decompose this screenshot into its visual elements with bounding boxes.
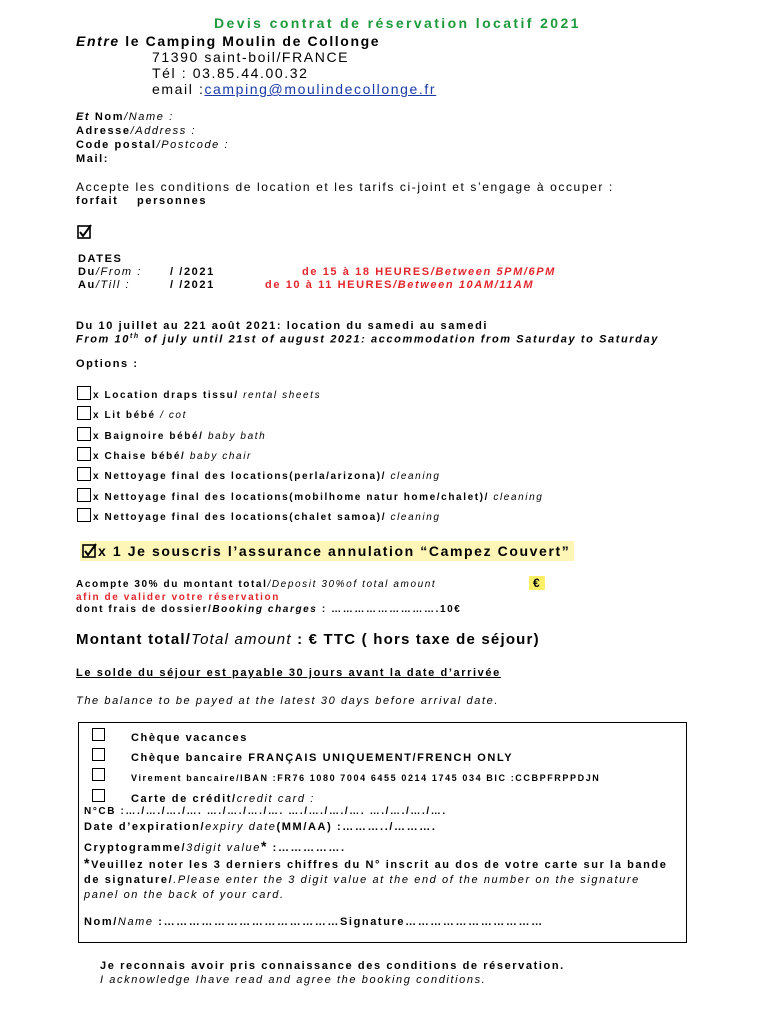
dates-label: DATES (78, 253, 123, 265)
option-row[interactable] (77, 488, 543, 503)
booking-charges-line (76, 604, 461, 615)
solde-en: The balance to be payed at the latest 30 days before arrival date. (76, 695, 499, 707)
postcode-label: /Postcode : (156, 139, 230, 151)
checked-box-icon (82, 543, 98, 559)
option-label-en: cleaning (493, 492, 544, 503)
carte-label-fr: Carte de crédit/ (131, 793, 237, 805)
address-label: /Address : (130, 125, 197, 137)
card-note (84, 856, 674, 903)
checked-box-icon (77, 224, 93, 240)
period-fr: Du 10 juillet au 221 août 2021: location du samedi au samedi (76, 320, 489, 332)
option-label: x Nettoyage final des locations(perla/arizona)/ (93, 471, 387, 482)
arrival-time (302, 266, 556, 278)
option-label: x Chaise bébé/ (93, 451, 186, 462)
option-row[interactable] (77, 447, 252, 462)
acknowledge-fr: Je reconnais avoir pris connaissance des conditions de réservation. (100, 960, 565, 972)
postcode-field[interactable] (76, 139, 229, 151)
carte-label-en: credit card : (236, 793, 315, 805)
checkbox-icon[interactable] (77, 488, 91, 502)
camping-email-line (152, 81, 436, 97)
payment-cheque-vacances[interactable] (92, 728, 248, 744)
booking-charges-en: Booking charges (212, 604, 318, 615)
from-label: /From : (95, 266, 142, 278)
personnes-label: personnes (137, 195, 208, 207)
crypto-dots: :……………. (268, 842, 346, 854)
option-label: x Location draps tissu/ (93, 390, 239, 401)
payment-virement[interactable] (92, 768, 600, 783)
expiry-date-field[interactable] (84, 821, 436, 833)
forfait-line (76, 195, 207, 207)
option-row[interactable] (77, 386, 321, 401)
option-row[interactable] (77, 508, 441, 523)
total-amount (76, 631, 540, 648)
cheque-bancaire-label: Chèque bancaire FRANÇAIS UNIQUEMENT/FRENCH ONLY (131, 752, 514, 764)
nom-sig-dots: :……………………………………Signature…………………………… (153, 916, 544, 928)
adresse-label: Adresse (76, 125, 131, 137)
name-signature-field[interactable] (84, 916, 544, 928)
entre-label: Entre (76, 33, 120, 49)
period-en-b: of july until 21st of august 2021: accommodation from Saturday to Saturday (139, 333, 659, 346)
option-row[interactable] (77, 406, 187, 421)
option-label-en: cleaning (390, 471, 441, 482)
date-from-value: / /2021 (170, 266, 215, 278)
crypto-fr: Cryptogramme/ (84, 842, 187, 854)
option-row[interactable] (77, 427, 266, 442)
deposit-fr: Acompte 30% du montant total (76, 579, 268, 590)
option-label: x Baignoire bébé/ (93, 431, 204, 442)
option-label-en: rental sheets (243, 390, 322, 401)
cryptogram-field[interactable] (84, 838, 346, 854)
checkbox-icon[interactable] (77, 427, 91, 441)
card-note-fr: Veuillez noter les 3 derniers chiffres du N° inscrit au dos de votre carte sur la bande de signature/ (84, 859, 668, 886)
deposit-en: /Deposit 30%of total amount (267, 579, 437, 590)
payment-carte[interactable] (92, 789, 315, 805)
departure-time-fr: de 10 à 11 HEURES (265, 279, 394, 291)
option-label-en: baby chair (189, 451, 252, 462)
solde-fr: Le solde du séjour est payable 30 jours avant la date d’arrivée (76, 667, 501, 679)
total-fr: Montant total/ (76, 631, 192, 648)
booking-charges-fr: dont frais de dossier/ (76, 604, 213, 615)
checkbox-icon (92, 728, 105, 741)
checkbox-icon (92, 768, 105, 781)
till-label: /Till : (95, 279, 131, 291)
au-label: Au (78, 279, 96, 291)
email-label: email : (152, 81, 205, 97)
expiry-format: (MM/AA) :………../………. (276, 821, 437, 833)
nom-label: Nom (94, 111, 125, 123)
checkbox-icon[interactable] (77, 508, 91, 522)
date-till-value: / /2021 (170, 279, 215, 291)
options-label: Options : (76, 358, 139, 370)
name-label: /Name : (124, 111, 174, 123)
period-en-a: From 10 (76, 333, 130, 346)
option-label: x Nettoyage final des locations(chalet samoa)/ (93, 512, 387, 523)
accept-text: Accepte les conditions de location et les tarifs ci-joint et s’engage à occuper : (76, 180, 614, 194)
arrival-time-fr: de 15 à 18 HEURES (302, 266, 431, 278)
mail-field[interactable]: Mail: (76, 153, 110, 165)
checkbox-icon[interactable] (77, 467, 91, 481)
camping-address: 71390 saint-boil/FRANCE (152, 49, 350, 65)
insurance-label: x 1 Je souscris l’assurance annulation “Campez Couvert” (98, 543, 571, 559)
booking-charges-value: : ……………………….10€ (321, 604, 462, 615)
checkbox-icon[interactable] (77, 447, 91, 461)
period-en-sup: th (130, 333, 140, 340)
checkbox-icon[interactable] (77, 406, 91, 420)
date-from-field[interactable] (78, 266, 142, 278)
note-asterisk: * (84, 855, 92, 871)
option-label-en: cleaning (390, 512, 441, 523)
deposit-validate: afin de valider votre réservation (76, 592, 280, 603)
option-row[interactable] (77, 467, 441, 482)
nom-field[interactable] (76, 111, 174, 123)
nom-sig-fr: Nom/ (84, 916, 118, 928)
deposit-euro: € (529, 576, 545, 590)
option-label: x Nettoyage final des locations(mobilhome natur home/chalet)/ (93, 492, 489, 503)
option-label: x Lit bébé (93, 410, 156, 421)
email-link[interactable]: camping@moulindecollonge.fr (204, 81, 437, 97)
virement-label: Virement bancaire/IBAN :FR76 1080 7004 6455 0214 1745 034 BIC :CCBPFRPPDJN (131, 773, 601, 783)
camping-phone: Tél : 03.85.44.00.32 (152, 65, 309, 81)
camping-name: le Camping Moulin de Collonge (125, 33, 381, 49)
checkbox-icon[interactable] (77, 386, 91, 400)
et-label: Et (76, 111, 91, 123)
arrival-time-en: /Between 5PM/6PM (430, 266, 556, 278)
forfait-checkbox[interactable] (77, 224, 93, 242)
cp-label: Code postal (76, 139, 157, 151)
insurance-option[interactable] (80, 541, 574, 561)
adresse-field[interactable] (76, 125, 196, 137)
du-label: Du (78, 266, 96, 278)
period-en (76, 333, 659, 346)
checkbox-icon (92, 789, 105, 802)
forfait-label: forfait (76, 195, 119, 207)
total-ttc: : € TTC ( hors taxe de séjour) (291, 631, 540, 648)
crypto-en: 3digit value (186, 842, 261, 854)
card-number-field[interactable]: N°CB :…./…./…./…. …./…./…./…. …./…./…./…. …./…./…./…. (84, 806, 447, 817)
deposit-line (76, 579, 436, 590)
total-en: Total amount (191, 631, 292, 648)
document-title: Devis contrat de réservation locatif 2021 (214, 15, 581, 31)
payment-cheque-bancaire[interactable] (92, 748, 513, 764)
entre-line (76, 33, 380, 49)
departure-time (265, 279, 534, 291)
departure-time-en: /Between 10AM/11AM (393, 279, 535, 291)
date-till-field[interactable] (78, 279, 130, 291)
option-label-en: / cot (160, 410, 187, 421)
expiry-fr: Date d’expiration/ (84, 821, 206, 833)
cheque-vacances-label: Chèque vacances (131, 732, 248, 744)
expiry-en: expiry date (205, 821, 277, 833)
crypto-asterisk: * (260, 838, 269, 854)
nom-sig-en: Name (117, 916, 154, 928)
acknowledge-en: I acknowledge Ihave read and agree the booking conditions. (100, 974, 487, 986)
checkbox-icon (92, 748, 105, 761)
card-note-en: .Please enter the 3 digit value at the end of the number on the signature panel on the back of your card. (84, 874, 640, 901)
option-label-en: baby bath (207, 431, 267, 442)
